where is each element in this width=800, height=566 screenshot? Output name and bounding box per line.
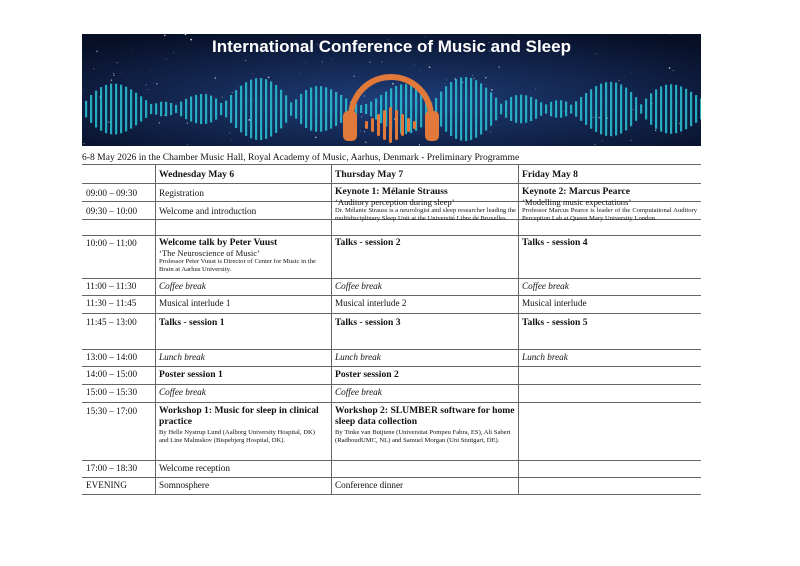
wed-talk-title: Welcome talk by Peter Vuust — [159, 237, 278, 248]
thu-interlude: Musical interlude 2 — [335, 298, 407, 308]
time-slot: 13:00 – 14:00 — [86, 352, 138, 362]
conference-banner — [82, 34, 701, 146]
wed-registration: Registration — [159, 188, 204, 198]
fri-coffee: Coffee break — [522, 281, 569, 291]
time-slot: 09:00 – 09:30 — [86, 188, 138, 198]
thu-coffee-2: Coffee break — [335, 387, 382, 397]
fri-session-4: Talks - session 4 — [522, 237, 588, 248]
banner-title: International Conference of Music and Sleep — [212, 37, 571, 56]
header-wednesday: Wednesday May 6 — [159, 169, 235, 180]
wed-reception: Welcome reception — [159, 463, 230, 473]
time-slot: 10:00 – 11:00 — [86, 238, 137, 248]
thu-session-2: Talks - session 2 — [335, 237, 401, 248]
header-thursday: Thursday May 7 — [335, 169, 404, 180]
thu-keynote-desc: Dr. Mélanie Strauss is a neurologist and sleep researcher leading the multidisciplinary Sleep Unit at the Université Libre de Bruxelles. — [335, 207, 516, 222]
programme-table — [82, 164, 701, 495]
wed-talk-quote: ‘The Neuroscience of Music’ — [159, 248, 260, 258]
wed-lunch: Lunch break — [159, 352, 205, 362]
time-slot: 15:00 – 15:30 — [86, 387, 138, 397]
thu-keynote-quote: ‘Auditory perception during sleep’ — [335, 197, 455, 207]
thu-workshop-desc: By Tinke van Buijtene (Universitat Pompeu Fabra, ES), Ali Saberi (RadboudUMC, NL) and Samuel Morgan (Uni Stuttgart, DE). — [335, 429, 511, 444]
wed-talk-desc: Professor Peter Vuust is Director of Center for Music in the Brain at Aarhus University. — [159, 258, 316, 273]
wed-welcome: Welcome and introduction — [159, 206, 257, 216]
fri-lunch: Lunch break — [522, 352, 568, 362]
thu-lunch: Lunch break — [335, 352, 381, 362]
programme-subtitle: 6-8 May 2026 in the Chamber Music Hall, Royal Academy of Music, Aarhus, Denmark - Preliminary Programme — [82, 152, 520, 163]
fri-keynote-desc: Professor Marcus Pearce is leader of the Computational Auditory Perception Lab at Queen Mary University London. — [522, 207, 697, 222]
time-slot: 11:00 – 11:30 — [86, 281, 137, 291]
wed-evening: Somnosphere — [159, 480, 210, 490]
wed-workshop-desc: By Helle Nystrup Lund (Aalborg University Hospital, DK) and Line Malmskov (Bispebjerg Hospital, DK). — [159, 429, 315, 444]
time-slot: 11:30 – 11:45 — [86, 298, 137, 308]
time-slot: 11:45 – 13:00 — [86, 317, 137, 327]
time-slot: 17:00 – 18:30 — [86, 463, 138, 473]
wed-workshop-title: Workshop 1: Music for sleep in clinical practice — [159, 405, 319, 427]
time-slot: 09:30 – 10:00 — [86, 206, 138, 216]
wed-session-1: Talks - session 1 — [159, 317, 225, 328]
wed-poster: Poster session 1 — [159, 369, 223, 380]
wed-interlude: Musical interlude 1 — [159, 298, 231, 308]
fri-keynote-title: Keynote 2: Marcus Pearce — [522, 186, 631, 197]
thu-poster: Poster session 2 — [335, 369, 399, 380]
thu-session-3: Talks - session 3 — [335, 317, 401, 328]
time-slot: EVENING — [86, 480, 127, 490]
fri-keynote-quote: ‘Modelling music expectations’ — [522, 197, 632, 207]
fri-interlude: Musical interlude — [522, 298, 587, 308]
thu-workshop-title: Workshop 2: SLUMBER software for home sleep data collection — [335, 405, 515, 427]
thu-keynote-title: Keynote 1: Mélanie Strauss — [335, 186, 448, 197]
wed-coffee-2: Coffee break — [159, 387, 206, 397]
time-slot: 14:00 – 15:00 — [86, 369, 138, 379]
fri-session-5: Talks - session 5 — [522, 317, 588, 328]
time-slot: 15:30 – 17:00 — [86, 406, 138, 416]
header-friday: Friday May 8 — [522, 169, 578, 180]
thu-coffee-1: Coffee break — [335, 281, 382, 291]
wed-coffee-1: Coffee break — [159, 281, 206, 291]
thu-evening: Conference dinner — [335, 480, 404, 490]
